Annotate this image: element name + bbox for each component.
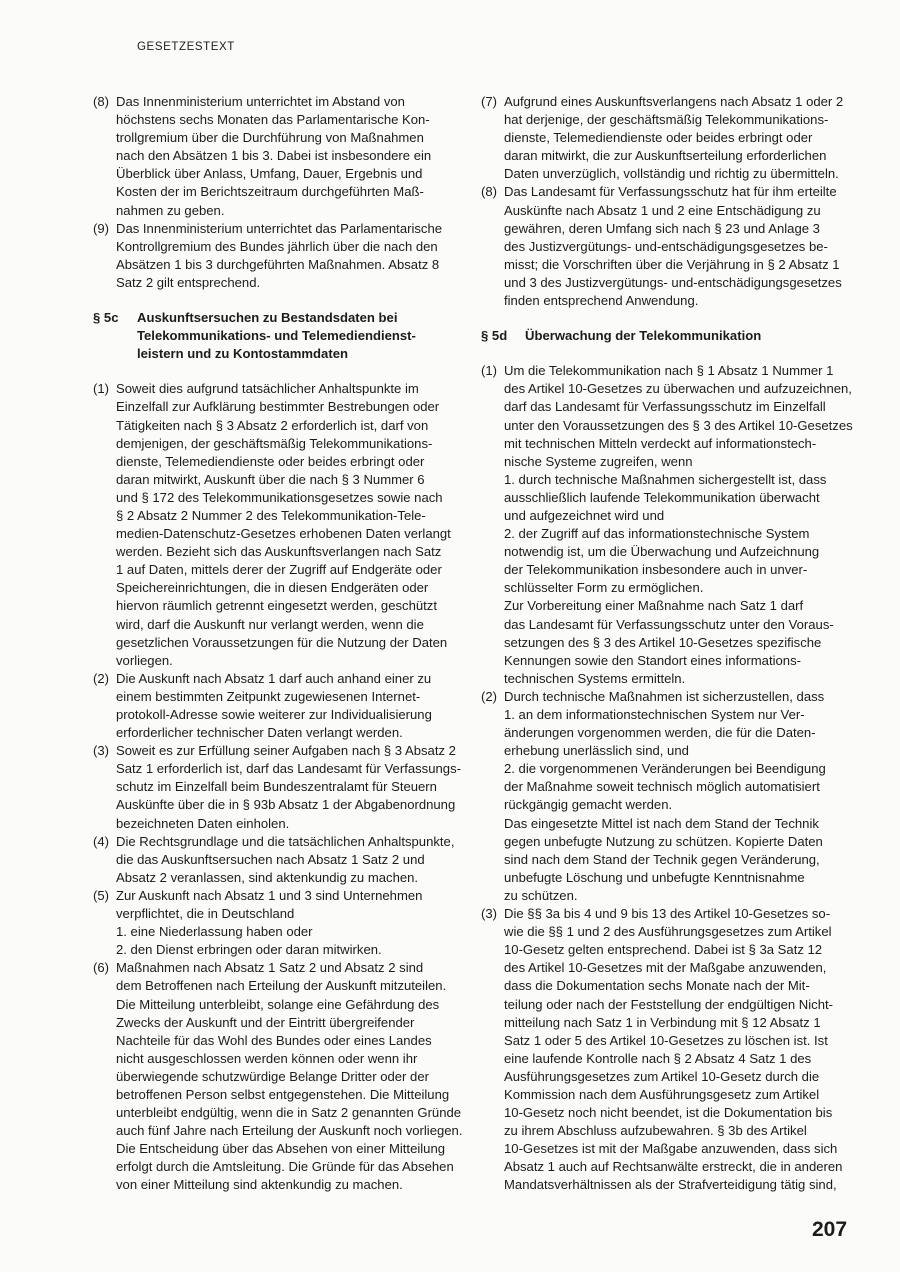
text-line: mitteilung nach Satz 1 in Verbindung mit § 12 Absatz 1 xyxy=(504,1014,821,1030)
text-line: demjenigen, der geschäftsmäßig Telekommunikations- xyxy=(116,435,433,451)
text-line: von einer Mitteilung sind aktenkundig zu machen. xyxy=(116,1177,403,1193)
text-line: verpflichtet, die in Deutschland xyxy=(116,906,295,922)
paragraph xyxy=(93,833,468,887)
text-line: schlüsselter Form zu ermöglichen. xyxy=(504,580,704,596)
text-line: gesetzlichen Voraussetzungen für die Nutzung der Daten xyxy=(116,634,448,650)
text-line: Das eingesetzte Mittel ist nach dem Stand der Technik xyxy=(504,815,819,831)
text-line: eine laufende Kontrolle nach § 2 Absatz 4 Satz 1 des xyxy=(504,1050,812,1066)
paragraph xyxy=(93,220,468,292)
text-line: Kontrollgremium des Bundes jährlich über die nach den xyxy=(116,238,438,254)
text-line: das Landesamt für Verfassungsschutz unter den Voraus- xyxy=(504,616,834,632)
text-line: Durch technische Maßnahmen ist sicherzustellen, dass xyxy=(504,688,825,704)
section-heading xyxy=(481,327,853,345)
text-line: Speichereinrichtungen, die in diesen Endgeräten oder xyxy=(116,580,429,596)
paragraph xyxy=(481,905,853,1195)
text-line: hiervon räumlich getrennt eingesetzt werden, geschützt xyxy=(116,598,437,614)
text-line: nahmen zu geben. xyxy=(116,202,225,218)
heading-line: Überwachung der Telekommunikation xyxy=(525,328,762,344)
section-number: § 5c xyxy=(93,310,119,326)
text-line: Absatz 1 auch auf Rechtsanwälte erstreckt, die in anderen xyxy=(504,1159,843,1175)
text-line: 10-Gesetz noch nicht beendet, ist die Dokumentation bis xyxy=(504,1105,833,1121)
text-line: änderungen vorgenommen werden, die für die Daten- xyxy=(504,725,816,741)
text-line: § 2 Absatz 2 Nummer 2 des Telekommunikation-Tele- xyxy=(116,507,426,523)
text-line: Das Innenministerium unterrichtet im Abstand von xyxy=(116,94,405,109)
text-line: Zur Vorbereitung einer Maßnahme nach Satz 1 darf xyxy=(504,598,804,614)
paragraph-number: (8) xyxy=(93,94,110,109)
text-line: 2. den Dienst erbringen oder daran mitwirken. xyxy=(116,942,382,958)
text-line: und § 172 des Telekommunikationsgesetzes sowie nach xyxy=(116,489,443,505)
section-number: § 5d xyxy=(481,328,508,344)
page-number: 207 xyxy=(812,1218,848,1241)
text-line: dienste, Telemediendienste oder beides erbringt oder xyxy=(504,130,813,146)
text-line: medien-Datenschutz-Gesetzes erhobenen Daten verlangt xyxy=(116,526,451,542)
text-line: betroffenen Person selbst entgegenstehen. Die Mitteilung xyxy=(116,1086,450,1102)
paragraph-number: (6) xyxy=(93,960,110,976)
text-line: Satz 1 erforderlich ist, darf das Landesamt für Verfassungs- xyxy=(116,761,461,777)
text-line: Maßnahmen nach Absatz 1 Satz 2 und Absatz 2 sind xyxy=(116,960,424,976)
text-line: Überblick über Anlass, Umfang, Dauer, Ergebnis und xyxy=(116,166,423,182)
text-line: Die Auskunft nach Absatz 1 darf auch anhand einer zu xyxy=(116,670,432,686)
paragraph xyxy=(93,742,468,832)
paragraph-number: (7) xyxy=(481,94,498,109)
text-line: technischen Systems ermitteln. xyxy=(504,670,686,686)
text-line: 10-Gesetz gelten entsprechend. Dabei ist § 3a Satz 12 xyxy=(504,942,823,958)
text-line: misst; die Vorschriften über die Verjährung in § 2 Absatz 1 xyxy=(504,256,840,272)
text-line: Absätzen 1 bis 3 durchgeführten Maßnahmen. Absatz 8 xyxy=(116,256,440,272)
text-line: zu schützen. xyxy=(504,887,578,903)
paragraph xyxy=(93,93,468,220)
text-line: daran mitwirkt, Auskunft über die nach § 3 Nummer 6 xyxy=(116,471,425,487)
text-line: setzungen des § 3 des Artikel 10-Gesetzes spezifische xyxy=(504,634,822,650)
text-line: Die §§ 3a bis 4 und 9 bis 13 des Artikel 10-Gesetzes so- xyxy=(504,906,831,922)
text-line: der Maßnahme soweit technisch möglich automatisiert xyxy=(504,779,820,795)
text-line: Zwecks der Auskunft und der Eintritt übergreifender xyxy=(116,1014,415,1030)
text-line: unter den Voraussetzungen des § 3 des Artikel 10-Gesetzes xyxy=(504,417,853,433)
paragraph-number: (2) xyxy=(481,688,498,704)
text-line: des Artikel 10-Gesetzes mit der Maßgabe anzuwenden, xyxy=(504,960,827,976)
text-line: Das Innenministerium unterrichtet das Parlamentarische xyxy=(116,220,443,236)
section-heading xyxy=(93,309,468,363)
text-line: Kosten der im Berichtszeitraum durchgeführten Maß- xyxy=(116,184,424,200)
text-line: protokoll-Adresse sowie weiterer zur Individualisierung xyxy=(116,707,432,722)
text-line: nach den Absätzen 1 bis 3. Dabei ist insbesondere ein xyxy=(116,148,432,164)
text-line: Einzelfall zur Aufklärung bestimmter Bestrebungen oder xyxy=(116,399,440,415)
text-line: unterbleibt endgültig, wenn die in Satz 2 genannten Gründe xyxy=(116,1105,462,1121)
text-line: gewähren, deren Umfang sich nach § 23 und Anlage 3 xyxy=(504,220,820,236)
text-line: Die Entscheidung über das Absehen von einer Mitteilung xyxy=(116,1141,446,1157)
text-line: mit technischen Mitteln verdeckt auf informationstech- xyxy=(504,435,817,451)
paragraph-number: (1) xyxy=(481,363,498,379)
paragraph-number: (8) xyxy=(481,184,498,200)
paragraph-number: (3) xyxy=(481,906,498,922)
text-line: schutz im Einzelfall beim Bundeszentralamt für Steuern xyxy=(116,779,437,795)
text-line: Das Landesamt für Verfassungsschutz hat für ihm erteilte xyxy=(504,184,837,200)
paragraph xyxy=(481,688,853,905)
text-line: Daten unverzüglich, vollständig und richtig zu übermitteln. xyxy=(504,166,839,182)
text-line: 1 auf Daten, mittels derer der Zugriff auf Endgeräte oder xyxy=(116,562,442,578)
paragraph-number: (4) xyxy=(93,833,110,849)
paragraph-number: (2) xyxy=(93,670,110,686)
text-line: 1. eine Niederlassung haben oder xyxy=(116,924,313,940)
paragraph-number: (3) xyxy=(93,743,110,759)
text-line: Kennungen sowie den Standort eines informations- xyxy=(504,652,801,668)
text-line: überwiegende schutzwürdige Belange Dritter oder der xyxy=(116,1068,429,1084)
text-line: Soweit es zur Erfüllung seiner Aufgaben nach § 3 Absatz 2 xyxy=(116,743,456,759)
text-line: Satz 1 oder 5 des Artikel 10-Gesetzes zu löschen ist. Ist xyxy=(504,1032,828,1048)
text-line: vorliegen. xyxy=(116,652,173,668)
text-line: nische Systeme zugreifen, wenn xyxy=(504,453,693,469)
text-line: Absatz 2 veranlassen, sind aktenkundig zu machen. xyxy=(116,869,419,885)
text-line: auch fünf Jahre nach Erteilung der Auskunft noch vorliegen. xyxy=(116,1123,463,1139)
text-line: 2. der Zugriff auf das informationstechnische System xyxy=(504,526,810,542)
paragraph xyxy=(481,183,853,310)
heading-line: Auskunftsersuchen zu Bestandsdaten bei xyxy=(137,310,398,326)
text-line: einem bestimmten Zeitpunkt zugewiesenen Internet- xyxy=(116,688,421,704)
text-line: Ausführungsgesetzes zum Artikel 10-Gesetz durch die xyxy=(504,1068,820,1084)
text-line: Zur Auskunft nach Absatz 1 und 3 sind Unternehmen xyxy=(116,887,423,903)
text-line: die das Auskunftsersuchen nach Absatz 1 Satz 2 und xyxy=(116,851,425,867)
text-line: Mandatsverhältnissen als der Strafverteidigung tätig sind, xyxy=(504,1177,837,1193)
right-column xyxy=(481,93,853,1195)
text-line: Um die Telekommunikation nach § 1 Absatz 1 Nummer 1 xyxy=(504,363,834,379)
text-line: werden. Bezieht sich das Auskunftsverlangen nach Satz xyxy=(116,544,442,560)
text-line: Auskünfte über die in § 93b Absatz 1 der Abgabenordnung xyxy=(116,797,456,813)
text-line: teilung oder nach der Feststellung der endgültigen Nicht- xyxy=(504,996,833,1012)
text-line: höchstens sechs Monaten das Parlamentarische Kon- xyxy=(116,112,430,128)
paragraph xyxy=(93,887,468,959)
text-line: dem Betroffenen nach Erteilung der Auskunft mitzuteilen. xyxy=(116,978,447,994)
paragraph xyxy=(93,959,468,1194)
text-line: des Justizvergütungs- und-entschädigungsgesetzes be- xyxy=(504,238,828,254)
text-line: Kommission nach dem Ausführungsgesetz zum Artikel xyxy=(504,1086,820,1102)
text-line: Die Mitteilung unterbleibt, solange eine Gefährdung des xyxy=(116,996,440,1012)
text-line: Aufgrund eines Auskunftsverlangens nach Absatz 1 oder 2 xyxy=(504,94,844,109)
text-line: hat derjenige, der geschäftsmäßig Telekommunikations- xyxy=(504,112,829,128)
text-line: trollgremium über die Durchführung von Maßnahmen xyxy=(116,130,424,146)
text-line: zu ihrem Abschluss aufzubewahren. § 3b des Artikel xyxy=(504,1123,807,1139)
text-line: ausschließlich laufende Telekommunikation überwacht xyxy=(504,489,820,505)
text-line: erforderlicher technischer Daten verlangt werden. xyxy=(116,725,403,741)
paragraph xyxy=(481,93,853,183)
text-line: Satz 2 gilt entsprechend. xyxy=(116,274,261,290)
text-line: bezeichneten Daten einholen. xyxy=(116,815,290,831)
text-line: und aufgezeichnet wird und xyxy=(504,507,665,523)
text-line: erfolgt durch die Amtsleitung. Die Gründe für das Absehen xyxy=(116,1159,454,1175)
text-line: Nachteile für das Wohl des Bundes oder eines Landes xyxy=(116,1032,432,1048)
text-line: des Artikel 10-Gesetzes zu überwachen und aufzuzeichnen, xyxy=(504,381,852,397)
paragraph-number: (5) xyxy=(93,887,110,903)
text-line: gegen unbefugte Nutzung zu schützen. Kopierte Daten xyxy=(504,833,823,849)
text-line: und 3 des Justizvergütungs- und-entschädigungsgesetzes xyxy=(504,274,842,290)
heading-line: leistern und zu Kontostammdaten xyxy=(137,346,348,362)
text-line: der Telekommunikation insbesondere auch in unver- xyxy=(504,562,808,578)
text-line: Tätigkeiten nach § 3 Absatz 2 erforderlich ist, darf von xyxy=(116,417,429,433)
text-line: sind nach dem Stand der Technik gegen Veränderung, xyxy=(504,851,820,867)
text-line: dass die Dokumentation sechs Monate nach der Mit- xyxy=(504,978,810,994)
text-line: rückgängig gemacht werden. xyxy=(504,797,673,813)
paragraph xyxy=(481,362,853,688)
text-line: wird, darf die Auskunft nur verlangt werden, wenn die xyxy=(116,616,424,632)
text-line: Die Rechtsgrundlage und die tatsächlichen Anhaltspunkte, xyxy=(116,833,455,849)
heading-line: Telekommunikations- und Telemediendienst- xyxy=(137,328,416,344)
text-line: dienste, Telemediendienste oder beides erbringt oder xyxy=(116,453,425,469)
text-line: darf das Landesamt für Verfassungsschutz im Einzelfall xyxy=(504,399,826,415)
text-line: unbefugte Löschung und unbefugte Kenntnisnahme xyxy=(504,869,805,885)
text-line: notwendig ist, um die Überwachung und Aufzeichnung xyxy=(504,544,820,560)
text-line: wie die §§ 1 und 2 des Ausführungsgesetzes zum Artikel xyxy=(504,924,832,940)
paragraph xyxy=(93,670,468,742)
running-header: GESETZESTEXT xyxy=(137,41,235,53)
text-line: nicht ausgeschlossen werden können oder wenn ihr xyxy=(116,1050,418,1066)
text-line: daran mitwirkt, die zur Auskunftserteilung erforderlichen xyxy=(504,148,827,164)
text-line: 1. durch technische Maßnahmen sichergestellt ist, dass xyxy=(504,471,827,487)
text-line: Auskünfte nach Absatz 1 und 2 eine Entschädigung zu xyxy=(504,202,821,218)
text-line: 10-Gesetzes ist mit der Maßgabe anzuwenden, dass sich xyxy=(504,1141,838,1157)
paragraph xyxy=(93,380,468,670)
text-line: 2. die vorgenommenen Veränderungen bei Beendigung xyxy=(504,761,826,777)
paragraph-number: (1) xyxy=(93,381,110,397)
text-line: Soweit dies aufgrund tatsächlicher Anhaltspunkte im xyxy=(116,381,419,397)
text-line: finden entsprechend Anwendung. xyxy=(504,293,699,309)
paragraph-number: (9) xyxy=(93,220,110,236)
left-column xyxy=(93,93,468,1195)
text-line: erhebung unerlässlich sind, und xyxy=(504,743,689,759)
text-line: 1. an dem informationstechnischen System nur Ver- xyxy=(504,707,805,722)
